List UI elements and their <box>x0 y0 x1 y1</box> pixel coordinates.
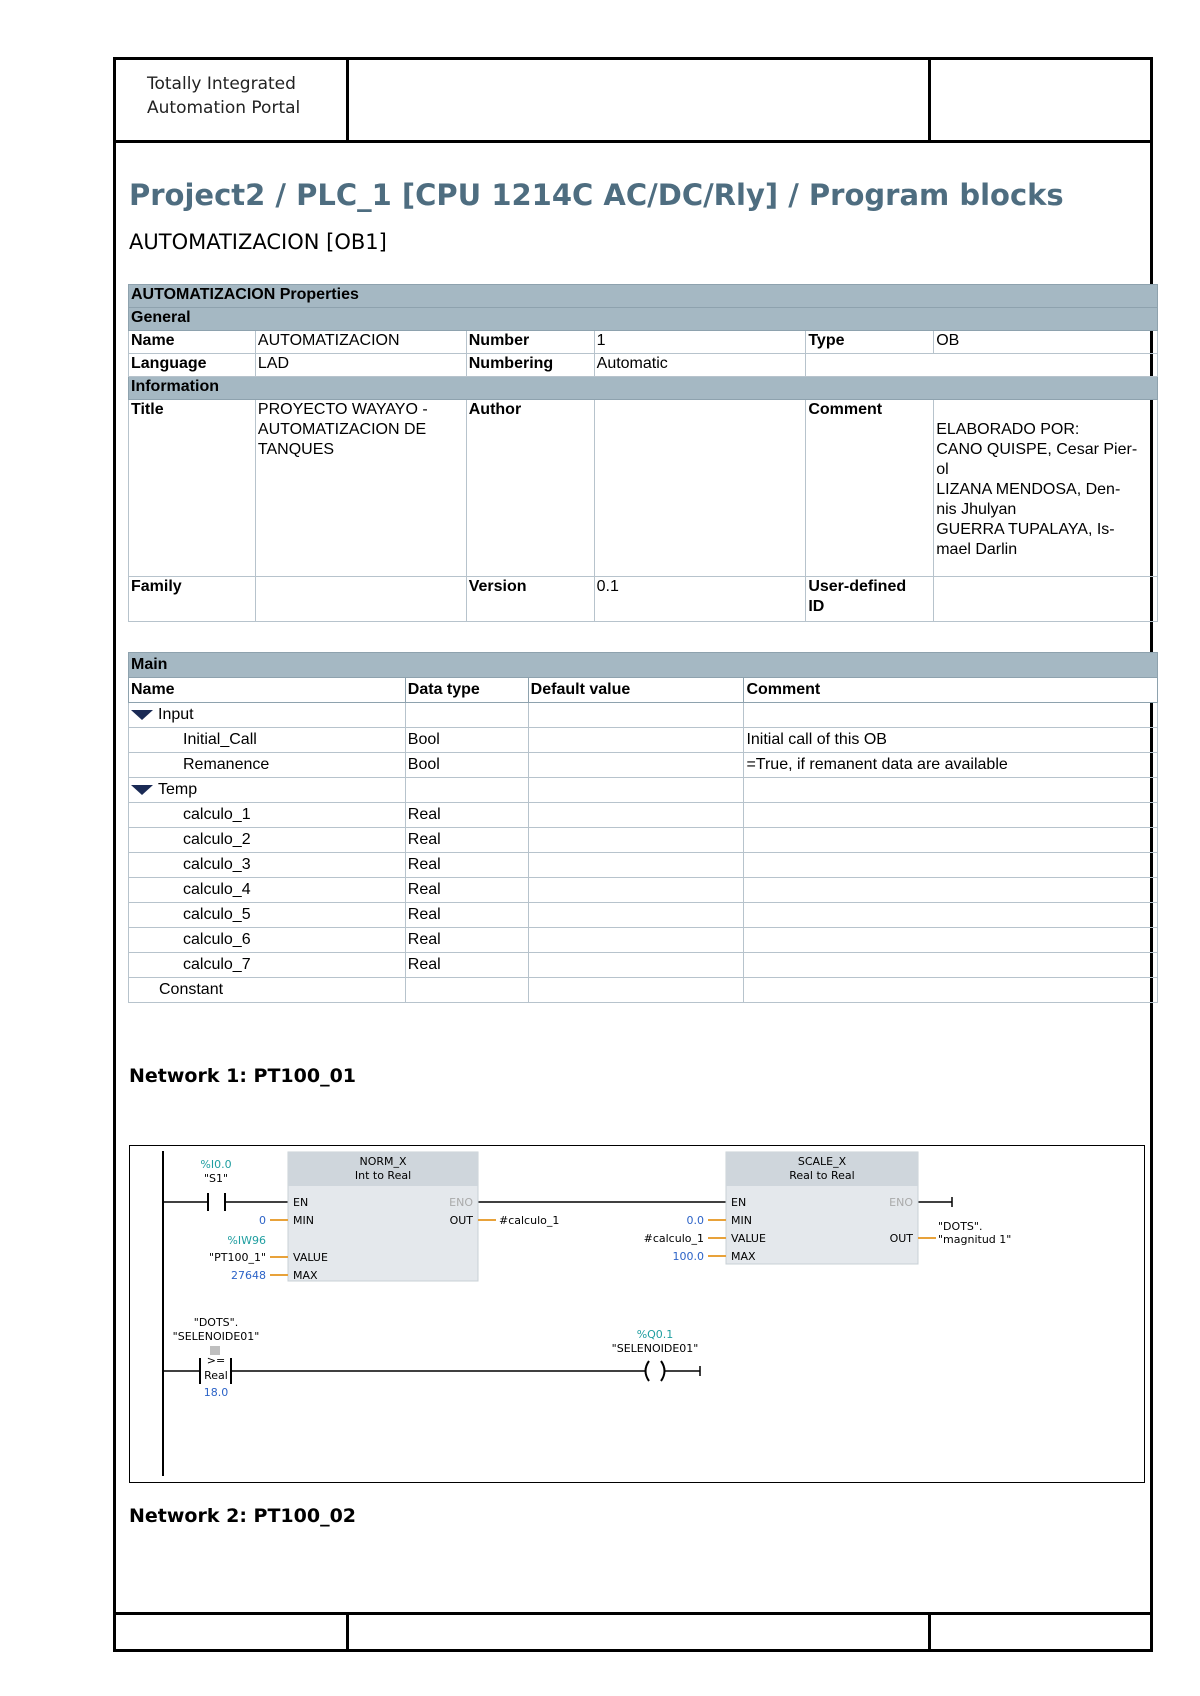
properties-table <box>128 284 1158 622</box>
scale-x-name: SCALE_X <box>797 1155 847 1168</box>
network-2-title: Network 2: PT100_02 <box>129 1505 357 1527</box>
header-column-divider <box>928 60 931 140</box>
norm-x-types: Int to Real <box>354 1169 412 1182</box>
norm-value-tag: "PT100_1" <box>209 1251 266 1264</box>
page-frame <box>113 57 1153 1652</box>
table-row: calculo_4 Real <box>129 878 1158 903</box>
header-divider <box>116 140 1150 143</box>
table-row: Title PROYECTO WAYAYO - AUTOMATIZACION DE TANQUES Author Comment ELABORADO POR: CANO QUISPE, Cesar Pier- ol LIZANA MENDOSA, Den- nis Jhulyan GUERRA TUPALAYA, Is- mael Darlin <box>129 400 1158 577</box>
scale-min-value: 0.0 <box>686 1214 704 1227</box>
compare-tag-1: "DOTS". <box>193 1316 239 1329</box>
title-value: PROYECTO WAYAYO - AUTOMATIZACION DE TANQUES <box>255 400 466 577</box>
scale-out-pin: OUT <box>889 1232 913 1245</box>
userid-label: User-defined ID <box>806 577 934 622</box>
compare-type: Real <box>204 1369 228 1382</box>
information-section-row: Information <box>129 377 1158 400</box>
footer-column-divider <box>346 1612 349 1652</box>
compare-operator: >= <box>206 1354 226 1367</box>
scale-eno-pin: ENO <box>889 1196 913 1209</box>
table-row: calculo_3 Real <box>129 853 1158 878</box>
scale-en-pin: EN <box>731 1196 747 1209</box>
collapse-triangle-icon[interactable] <box>131 785 153 795</box>
scale-max-pin: MAX <box>731 1250 756 1263</box>
interface-table <box>128 652 1158 1003</box>
section-row-constant: Constant <box>129 978 1158 1003</box>
norm-out-pin: OUT <box>449 1214 473 1227</box>
scale-out-tag-1: "DOTS". <box>938 1220 983 1233</box>
coil-selenoide01[interactable] <box>646 1361 665 1381</box>
coil-tag: "SELENOIDE01" <box>611 1342 699 1355</box>
scale-x-types: Real to Real <box>789 1169 855 1182</box>
main-heading-row: Main <box>129 653 1158 678</box>
norm-out-value: #calculo_1 <box>499 1214 560 1227</box>
scale-out-tag-2: "magnitud 1" <box>938 1233 1012 1246</box>
block-title: AUTOMATIZACION [OB1] <box>129 230 387 254</box>
footer-divider <box>116 1612 1150 1615</box>
table-row: Family Version 0.1 User-defined ID <box>129 577 1158 622</box>
norm-max-value: 27648 <box>231 1269 266 1282</box>
scale-min-pin: MIN <box>731 1214 752 1227</box>
table-row: calculo_1 Real <box>129 803 1158 828</box>
contact-address: %I0.0 <box>200 1158 232 1171</box>
header-product-name: Totally Integrated Automation Portal <box>147 74 301 118</box>
norm-x-name: NORM_X <box>359 1155 407 1168</box>
header-column-divider <box>346 60 349 140</box>
comment-value: ELABORADO POR: CANO QUISPE, Cesar Pier- ol LIZANA MENDOSA, Den- nis Jhulyan GUERRA TUPALAYA, Is- mael Darlin <box>934 400 1158 577</box>
footer-column-divider <box>928 1612 931 1652</box>
norm-eno-pin: ENO <box>449 1196 473 1209</box>
collapse-triangle-icon[interactable] <box>131 710 153 720</box>
norm-max-pin: MAX <box>293 1269 318 1282</box>
general-section-row: General <box>129 308 1158 331</box>
table-row: Initial_Call Bool Initial call of this OB <box>129 728 1158 753</box>
compare-tag-2: "SELENOIDE01" <box>172 1330 260 1343</box>
scale-value-pin: VALUE <box>731 1232 766 1245</box>
norm-value-address: %IW96 <box>227 1234 266 1247</box>
scale-max-value: 100.0 <box>672 1250 704 1263</box>
norm-min-value: 0 <box>259 1214 266 1227</box>
norm-en-pin: EN <box>293 1196 309 1209</box>
page-title: Project2 / PLC_1 [CPU 1214C AC/DC/Rly] / Program blocks <box>129 178 1064 212</box>
table-row: Remanence Bool =True, if remanent data are available <box>129 753 1158 778</box>
column-header-row: Name Data type Default value Comment <box>129 678 1158 703</box>
ladder-diagram <box>130 1146 1144 1482</box>
table-row: Language LAD Numbering Automatic <box>129 354 1158 377</box>
table-row: calculo_2 Real <box>129 828 1158 853</box>
contact-tag: "S1" <box>203 1172 229 1185</box>
network-1-title: Network 1: PT100_01 <box>129 1065 357 1087</box>
compare-value: 18.0 <box>203 1386 229 1399</box>
section-row-temp: Temp <box>129 778 1158 803</box>
scale-value-value: #calculo_1 <box>643 1232 704 1245</box>
table-row: calculo_7 Real <box>129 953 1158 978</box>
section-row-input: Input <box>129 703 1158 728</box>
table-row: Name AUTOMATIZACION Number 1 Type OB <box>129 331 1158 354</box>
table-row: calculo_5 Real <box>129 903 1158 928</box>
norm-value-pin: VALUE <box>293 1251 328 1264</box>
contact-s1[interactable] <box>208 1193 225 1211</box>
norm-min-pin: MIN <box>293 1214 314 1227</box>
properties-heading-row: AUTOMATIZACION Properties <box>129 285 1158 308</box>
ladder-network-1 <box>129 1145 1145 1483</box>
table-row: calculo_6 Real <box>129 928 1158 953</box>
coil-address: %Q0.1 <box>636 1328 674 1341</box>
